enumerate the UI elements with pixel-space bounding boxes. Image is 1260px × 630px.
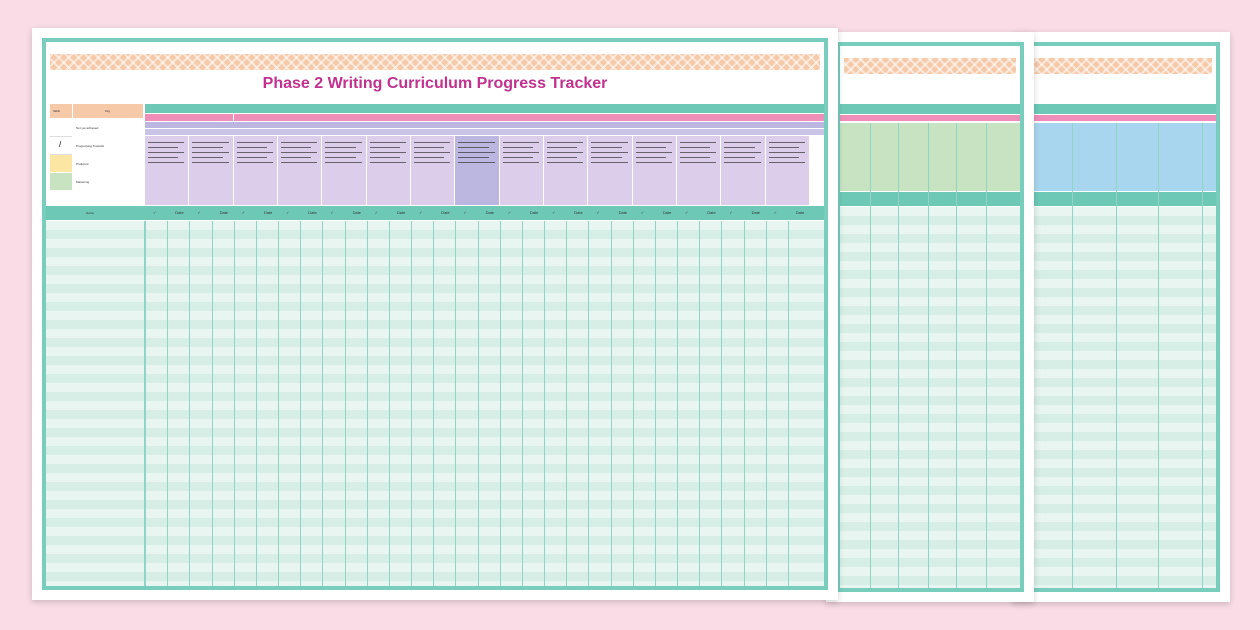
key-label-progressing: Progressing Towards: [76, 144, 104, 148]
date-column-label: Date: [352, 210, 362, 215]
key-swatch-mastering: [50, 173, 72, 190]
check-column-label: ✓: [729, 210, 733, 215]
check-column-label: ✓: [153, 210, 157, 215]
date-column-label: Date: [662, 210, 672, 215]
date-column-label: Date: [618, 210, 628, 215]
worksheet-frame: [42, 38, 828, 590]
key-label-not-yet: Not yet achieved: [76, 126, 99, 130]
key-header-skills: Skills: [50, 104, 72, 118]
check-column-label: ✓: [197, 210, 201, 215]
lavender-band-2: [145, 129, 824, 135]
check-column-label: ✓: [374, 210, 379, 215]
descriptor-cell: [455, 136, 499, 205]
teal-band: [840, 104, 1020, 114]
date-column-label: Date: [441, 210, 450, 215]
descriptor-cell: [544, 136, 588, 205]
data-rows: [1026, 207, 1216, 588]
date-column-label: Date: [574, 210, 583, 215]
green-header-block: [840, 123, 1020, 191]
date-column-label: Date: [529, 210, 539, 215]
column-header-row: [1026, 192, 1216, 206]
worksheet-middle: [826, 32, 1034, 602]
descriptor-cell: [367, 136, 411, 205]
column-header-row: [840, 192, 1020, 206]
pink-subheader-left: [145, 114, 233, 121]
worksheet-back: [1012, 32, 1230, 602]
date-column-label: Date: [219, 210, 229, 215]
descriptor-cell: [766, 136, 810, 205]
date-column-label: Date: [175, 210, 184, 215]
check-column-label: ✓: [552, 210, 556, 215]
descriptor-cell: [278, 136, 322, 205]
teal-band: [1026, 104, 1216, 114]
check-column-label: ✓: [463, 210, 467, 215]
check-column-label: ✓: [773, 210, 778, 215]
page-title: Phase 2 Writing Curriculum Progress Tracker: [262, 75, 608, 92]
key-header-key: Key: [73, 104, 143, 118]
date-column-label: Date: [707, 210, 716, 215]
worksheet-front: [32, 28, 838, 600]
key-swatch-progressing: /: [50, 137, 72, 155]
lavender-band: [145, 122, 824, 128]
descriptor-cell: [322, 136, 366, 205]
key-swatch-not-yet: [50, 119, 72, 137]
check-column-label: ✓: [596, 210, 600, 215]
check-column-label: ✓: [507, 210, 512, 215]
key-label-mastering: Mastering: [76, 180, 90, 184]
worksheet-frame: [836, 42, 1024, 592]
date-column-label: Date: [308, 210, 317, 215]
descriptor-cell: [411, 136, 455, 205]
descriptor-cell: [677, 136, 721, 205]
check-column-label: ✓: [640, 210, 645, 215]
decorative-pattern: [50, 54, 820, 70]
blue-header-block: [1026, 123, 1216, 191]
decorative-pattern: [844, 58, 1016, 74]
key-swatch-proficient: [50, 155, 72, 172]
date-column-label: Date: [751, 210, 761, 215]
teal-header-band: [145, 104, 824, 113]
data-rows: [46, 221, 824, 586]
key-label-proficient: Proficient: [76, 162, 89, 166]
descriptor-cell: [588, 136, 632, 205]
check-column-label: ✓: [330, 210, 334, 215]
data-rows: [840, 207, 1020, 588]
date-column-label: Date: [795, 210, 805, 215]
pink-band: [840, 115, 1020, 121]
check-column-label: ✓: [419, 210, 423, 215]
date-column-label: Date: [263, 210, 273, 215]
descriptor-cell: [721, 136, 765, 205]
check-column-label: ✓: [241, 210, 246, 215]
descriptor-cell: [500, 136, 544, 205]
pink-subheader-right: [234, 114, 824, 121]
descriptor-cell: [189, 136, 233, 205]
descriptor-cell: [633, 136, 677, 205]
pink-band: [1026, 115, 1216, 121]
date-column-label: Date: [396, 210, 406, 215]
check-column-label: ✓: [685, 210, 689, 215]
date-column-label: Date: [485, 210, 495, 215]
name-column-label: Name: [86, 211, 95, 215]
descriptor-cell: [234, 136, 278, 205]
check-column-label: ✓: [286, 210, 290, 215]
worksheet-frame: [1022, 42, 1220, 592]
descriptor-cell: [145, 136, 189, 205]
decorative-pattern: [1030, 58, 1212, 74]
